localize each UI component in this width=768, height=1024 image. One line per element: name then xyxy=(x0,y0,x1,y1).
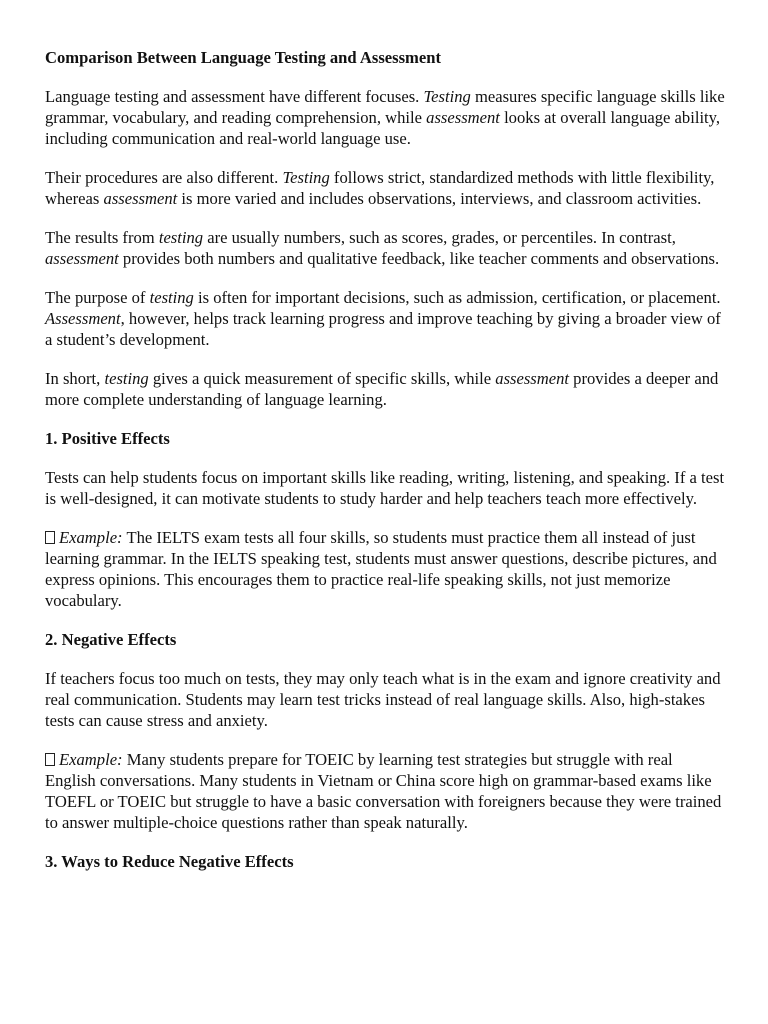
emphasis-testing: testing xyxy=(158,228,204,247)
paragraph-results xyxy=(45,227,725,269)
paragraph-purpose xyxy=(45,287,725,350)
text-run: In short, xyxy=(45,369,105,388)
emphasis-assessment: assessment xyxy=(426,108,500,127)
document-body xyxy=(45,47,725,890)
missing-glyph-icon xyxy=(45,753,55,766)
text-run: , however, helps track learning progress and improve teaching by giving a broader view of a student’s development. xyxy=(45,309,721,349)
text-run: The results from xyxy=(45,228,159,247)
example-toeic xyxy=(45,749,725,833)
emphasis-assessment: assessment xyxy=(45,249,119,268)
text-run: follows strict, standardized methods with little flexibility, whereas xyxy=(45,168,715,208)
text-run: Language testing and assessment have different focuses. xyxy=(45,87,424,106)
example-label: Example: xyxy=(59,750,123,769)
text-run: is often for important decisions, such as admission, certification, or placement. xyxy=(193,288,721,307)
example-ielts xyxy=(45,527,725,611)
paragraph-negative: If teachers focus too much on tests, they may only teach what is in the exam and ignore creativity and real communication. Students may learn test tricks instead of real language skills. Also, high-stakes tests can cause stress and anxiety. xyxy=(45,669,721,730)
text-run: is more varied and includes observations, interviews, and classroom activities. xyxy=(177,189,702,208)
heading-negative-effects: 2. Negative Effects xyxy=(45,630,177,649)
emphasis-assessment: assessment xyxy=(495,369,570,388)
emphasis-testing: testing xyxy=(104,369,149,388)
paragraph-summary xyxy=(45,368,725,410)
text-run: gives a quick measurement of specific skills, while xyxy=(148,369,496,388)
emphasis-assessment: assessment xyxy=(103,189,178,208)
text-run: provides a deeper and more complete understanding of language learning. xyxy=(45,369,719,409)
example-label: Example: xyxy=(59,528,123,547)
document-title: Comparison Between Language Testing and Assessment xyxy=(45,48,441,67)
paragraph-procedures xyxy=(45,167,725,209)
emphasis-testing: Testing xyxy=(282,168,330,187)
text-run: are usually numbers, such as scores, grades, or percentiles. In contrast, xyxy=(203,228,676,247)
example-text: Many students prepare for TOEIC by learning test strategies but struggle with real English conversations. Many students in Vietnam or China score high on grammar-based exams like TOEFL or TOEIC but struggle to have a basic conversation with foreigners because they were trained to answer multiple-choice questions rather than speak naturally. xyxy=(45,750,722,832)
heading-reduce-negative-effects: 3. Ways to Reduce Negative Effects xyxy=(45,852,294,871)
missing-glyph-icon xyxy=(45,531,55,544)
text-run: measures specific language skills like grammar, vocabulary, and reading comprehension, while xyxy=(45,87,725,127)
paragraph-focus xyxy=(45,86,725,149)
paragraph-positive: Tests can help students focus on important skills like reading, writing, listening, and speaking. If a test is well-designed, it can motivate students to study harder and help teachers teach more effectively. xyxy=(45,468,725,508)
text-run: looks at overall language ability, including communication and real-world language use. xyxy=(45,108,721,148)
text-run: provides both numbers and qualitative feedback, like teacher comments and observations. xyxy=(118,249,720,268)
emphasis-testing: testing xyxy=(149,288,194,307)
text-run: The purpose of xyxy=(45,288,150,307)
emphasis-testing: Testing xyxy=(423,87,471,106)
heading-positive-effects: 1. Positive Effects xyxy=(45,429,170,448)
example-text: The IELTS exam tests all four skills, so students must practice them all instead of just learning grammar. In the IELTS speaking test, students must answer questions, describe pictures, and express opinions. This encourages them to practice real-life speaking skills, not just memorize vocabulary. xyxy=(45,528,717,610)
emphasis-assessment: Assessment xyxy=(45,309,121,328)
text-run: Their procedures are also different. xyxy=(45,168,283,187)
